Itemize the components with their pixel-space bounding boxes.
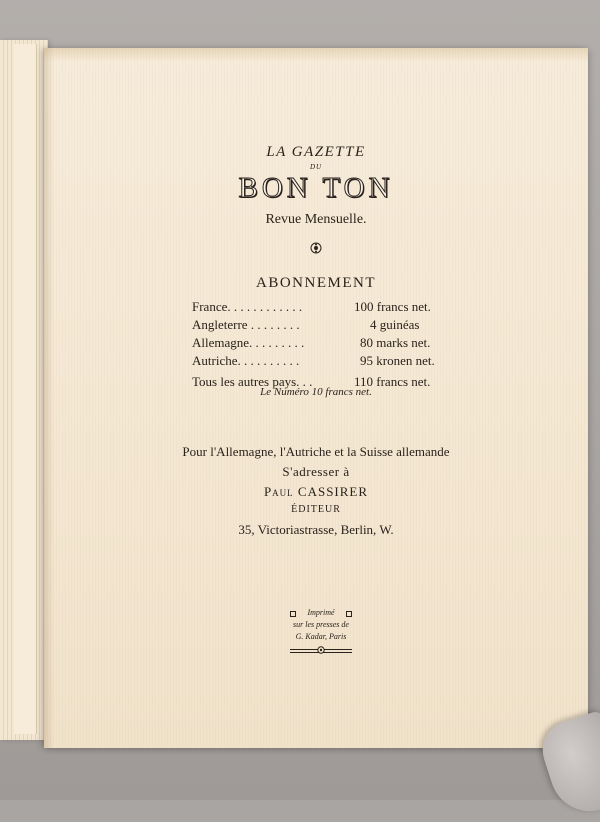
title-la-gazette: LA GAZETTE <box>266 144 366 160</box>
subtitle-revue: Revue Mensuelle. <box>265 212 367 227</box>
agent-role: ÉDITEUR <box>291 504 341 515</box>
price-row-autriche <box>192 352 472 370</box>
price-value: 95 kronen net. <box>360 353 435 368</box>
price-label: Autriche. . . . . . . . . . <box>192 353 300 368</box>
agent-contact-label: S'adresser à <box>282 464 350 479</box>
price-value: 110 francs net. <box>354 374 431 389</box>
agent-intro: Pour l'Allemagne, l'Autriche et la Suisse allemande <box>182 444 450 459</box>
printer-imprint <box>288 608 354 660</box>
price-value: 80 marks net. <box>360 335 431 350</box>
title-du: DU <box>309 163 323 171</box>
price-label: Angleterre . . . . . . . . <box>192 317 300 332</box>
knot-ornament-icon <box>317 646 325 654</box>
imprint-line-3: G. Kadar, Paris <box>295 632 347 641</box>
book-page <box>44 48 588 748</box>
price-row-allemagne <box>192 334 472 352</box>
imprint-line-1: Imprimé <box>307 608 335 617</box>
agent-name: Paul CASSIRER <box>263 484 369 499</box>
book-page-edge <box>14 44 37 734</box>
price-list <box>192 298 472 391</box>
flower-ornament-icon <box>310 242 322 254</box>
agent-address: 35, Victoriastrasse, Berlin, W. <box>238 522 394 537</box>
price-row-angleterre <box>192 316 472 334</box>
subscription-heading: ABONNEMENT <box>256 275 376 291</box>
title-bon-ton: BON TON <box>238 172 394 204</box>
imprint-line-2: sur les presses de <box>293 620 349 629</box>
single-issue-price: Le Numéro 10 francs net. <box>260 386 372 398</box>
price-label: Tous les autres pays. . . <box>192 374 313 389</box>
price-label: France. . . . . . . . . . . . <box>192 299 303 314</box>
price-label: Allemagne. . . . . . . . . <box>192 335 305 350</box>
price-value: 4 guinéas <box>370 317 420 332</box>
page-content <box>44 48 588 748</box>
price-row-france <box>192 298 472 316</box>
price-value: 100 francs net. <box>354 299 431 314</box>
